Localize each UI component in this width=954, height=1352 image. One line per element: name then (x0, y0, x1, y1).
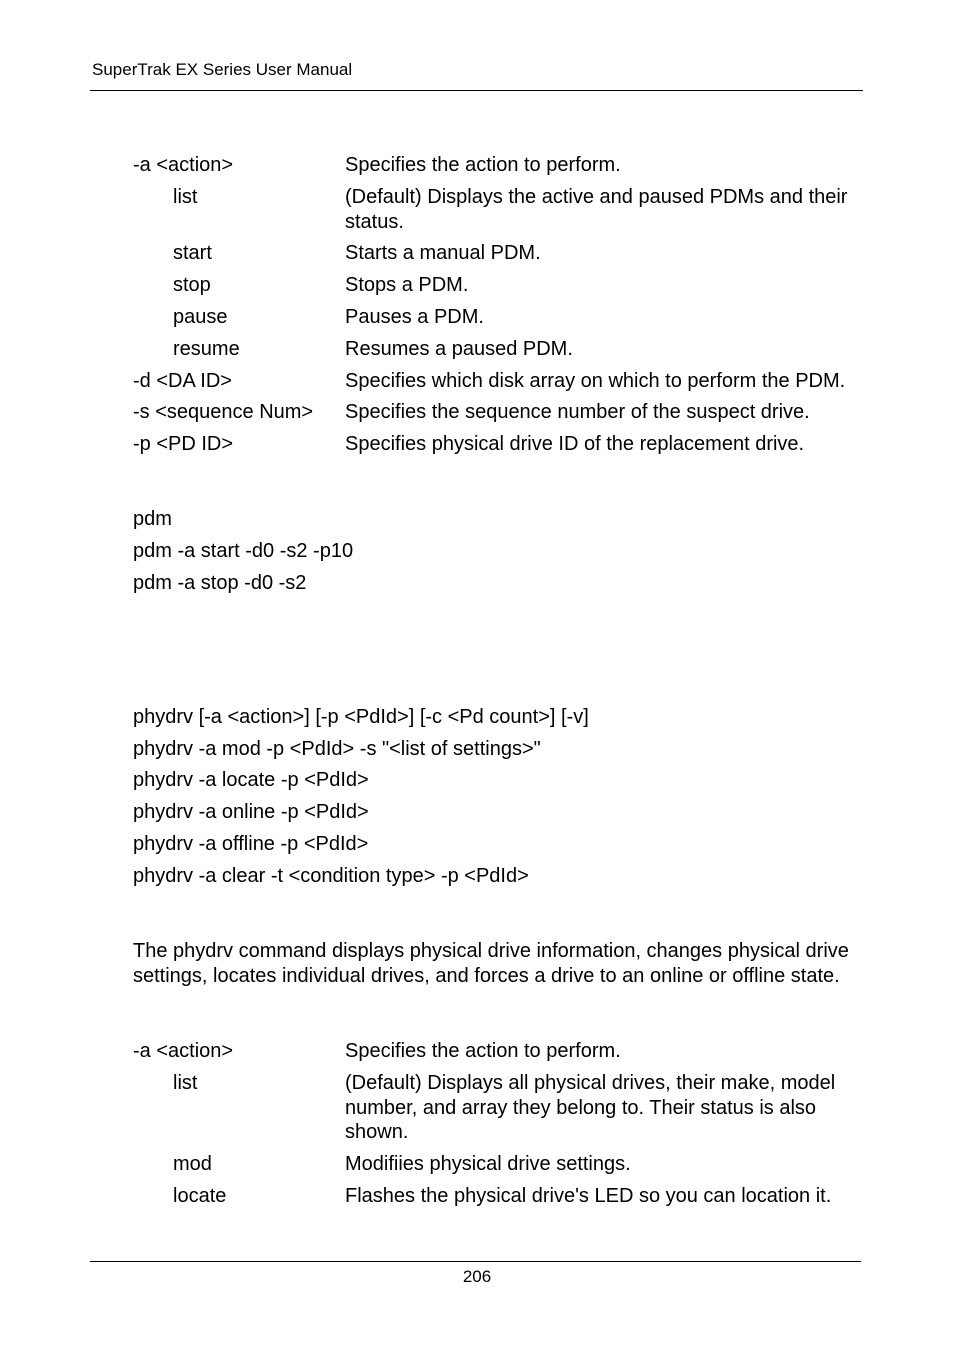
option-description: Specifies which disk array on which to perform the PDM. (345, 370, 846, 392)
option-name: -s <sequence Num> (133, 401, 314, 423)
example-line: pdm -a stop -d0 -s2 (133, 572, 307, 594)
option-name: list (173, 1072, 198, 1094)
usage-line: phydrv -a offline -p <PdId> (133, 833, 369, 855)
option-description: (Default) Displays all physical drives, their make, model number, and array they belong to. Their status is also shown. (345, 1072, 836, 1143)
option-name: pause (173, 306, 228, 328)
example-line: pdm -a start -d0 -s2 -p10 (133, 540, 354, 562)
option-name: start (173, 242, 212, 264)
footer-rule (90, 1261, 861, 1262)
option-name: -a <action> (133, 1040, 234, 1062)
usage-line: phydrv -a mod -p <PdId> -s "<list of settings>" (133, 738, 541, 760)
example-line: pdm (133, 508, 172, 530)
option-description: Modifiies physical drive settings. (345, 1153, 631, 1175)
usage-line: phydrv -a online -p <PdId> (133, 801, 369, 823)
option-name: stop (173, 274, 211, 296)
option-description: Stops a PDM. (345, 274, 469, 296)
option-description: Pauses a PDM. (345, 306, 484, 328)
option-description: Specifies the action to perform. (345, 154, 621, 176)
option-description: Starts a manual PDM. (345, 242, 541, 264)
page-number: 206 (462, 1267, 492, 1286)
header-rule (90, 90, 863, 91)
option-name: -d <DA ID> (133, 370, 232, 392)
option-name: locate (173, 1185, 227, 1207)
option-description: Specifies the sequence number of the suspect drive. (345, 401, 810, 423)
usage-line: phydrv -a locate -p <PdId> (133, 769, 369, 791)
usage-line: phydrv [-a <action>] [-p <PdId>] [-c <Pd count>] [-v] (133, 706, 589, 728)
option-name: resume (173, 338, 240, 360)
option-description: Flashes the physical drive's LED so you can location it. (345, 1185, 832, 1207)
usage-line: phydrv -a clear -t <condition type> -p <PdId> (133, 865, 529, 887)
running-header: SuperTrak EX Series User Manual (92, 60, 353, 79)
phydrv-summary: The phydrv command displays physical drive information, changes physical drive settings, locates individual drives, and forces a drive to an online or offline state. (133, 940, 849, 987)
option-name: mod (173, 1153, 212, 1175)
option-name: -a <action> (133, 154, 234, 176)
option-name: -p <PD ID> (133, 433, 234, 455)
option-description: Resumes a paused PDM. (345, 338, 573, 360)
option-description: Specifies physical drive ID of the replacement drive. (345, 433, 805, 455)
option-name: list (173, 186, 198, 208)
option-description: Specifies the action to perform. (345, 1040, 621, 1062)
option-description: (Default) Displays the active and paused PDMs and their status. (345, 186, 848, 233)
